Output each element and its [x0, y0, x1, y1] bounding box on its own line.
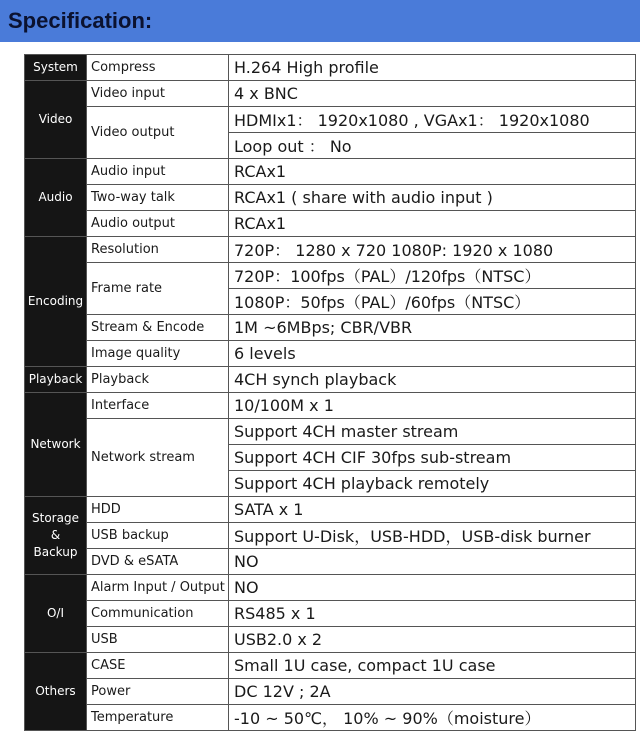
- spec-item: DVD & eSATA: [87, 549, 229, 575]
- spec-value: 10/100M x 1: [229, 393, 636, 419]
- group-oi: O/I: [25, 575, 87, 653]
- group-playback: Playback: [25, 367, 87, 393]
- spec-item: USB: [87, 627, 229, 653]
- header-bar: [0, 0, 640, 42]
- table-row: [25, 211, 636, 237]
- spec-value: DC 12V ; 2A: [229, 679, 636, 705]
- spec-item: Video output: [87, 107, 229, 159]
- spec-value: USB2.0 x 2: [229, 627, 636, 653]
- spec-item: Temperature: [87, 705, 229, 731]
- spec-item: Frame rate: [87, 263, 229, 315]
- group-others: Others: [25, 653, 87, 731]
- spec-value: SATA x 1: [229, 497, 636, 523]
- spec-value: Support 4CH master stream: [229, 419, 636, 445]
- table-row: [25, 55, 636, 81]
- spec-item: Interface: [87, 393, 229, 419]
- group-storage: Storage & Backup: [25, 497, 87, 575]
- spec-value: Support 4CH playback remotely: [229, 471, 636, 497]
- table-row: [25, 653, 636, 679]
- group-encoding: Encoding: [25, 237, 87, 367]
- table-row: [25, 341, 636, 367]
- spec-item: Power: [87, 679, 229, 705]
- table-row: [25, 523, 636, 549]
- spec-item: Resolution: [87, 237, 229, 263]
- spec-item: Alarm Input / Output: [87, 575, 229, 601]
- spec-value: NO: [229, 549, 636, 575]
- group-video: Video: [25, 81, 87, 159]
- spec-item: Playback: [87, 367, 229, 393]
- table-row: [25, 575, 636, 601]
- table-row: [25, 601, 636, 627]
- spec-item: Network stream: [87, 419, 229, 497]
- spec-item: CASE: [87, 653, 229, 679]
- spec-value: 6 levels: [229, 341, 636, 367]
- spec-item: Audio input: [87, 159, 229, 185]
- table-row: [25, 419, 636, 445]
- spec-value: Support U-Disk，USB-HDD，USB-disk burner: [229, 523, 636, 549]
- spec-item: Communication: [87, 601, 229, 627]
- spec-table: [24, 54, 636, 731]
- spec-item: Audio output: [87, 211, 229, 237]
- table-row: [25, 263, 636, 289]
- table-row: [25, 315, 636, 341]
- table-row: [25, 549, 636, 575]
- spec-value: -10 ~ 50℃， 10% ~ 90%（moisture）: [229, 705, 636, 731]
- spec-item: Image quality: [87, 341, 229, 367]
- table-row: [25, 159, 636, 185]
- spec-item: USB backup: [87, 523, 229, 549]
- table-row: [25, 81, 636, 107]
- table-row: [25, 627, 636, 653]
- spec-item: HDD: [87, 497, 229, 523]
- table-row: [25, 237, 636, 263]
- table-row: [25, 497, 636, 523]
- spec-value: 4CH synch playback: [229, 367, 636, 393]
- spec-value: 1M ~6MBps; CBR/VBR: [229, 315, 636, 341]
- table-row: [25, 185, 636, 211]
- group-audio: Audio: [25, 159, 87, 237]
- spec-value: RS485 x 1: [229, 601, 636, 627]
- spec-value: RCAx1: [229, 211, 636, 237]
- page-title: Specification:: [8, 8, 153, 33]
- table-row: [25, 679, 636, 705]
- spec-value: HDMIx1： 1920x1080 , VGAx1： 1920x1080: [229, 107, 636, 133]
- group-network: Network: [25, 393, 87, 497]
- spec-value: RCAx1 ( share with audio input ): [229, 185, 636, 211]
- group-system: System: [25, 55, 87, 81]
- table-row: [25, 705, 636, 731]
- table-row: [25, 367, 636, 393]
- spec-item: Video input: [87, 81, 229, 107]
- spec-value: Support 4CH CIF 30fps sub-stream: [229, 445, 636, 471]
- spec-item: Two-way talk: [87, 185, 229, 211]
- spec-value: Small 1U case, compact 1U case: [229, 653, 636, 679]
- spec-value: Loop out ： No: [229, 133, 636, 159]
- table-row: [25, 107, 636, 133]
- spec-value: 4 x BNC: [229, 81, 636, 107]
- spec-value: 720P： 1280 x 720 1080P: 1920 x 1080: [229, 237, 636, 263]
- spec-item: Stream & Encode: [87, 315, 229, 341]
- spec-value: 720P：100fps（PAL）/120fps（NTSC）: [229, 263, 636, 289]
- table-row: [25, 393, 636, 419]
- spec-item: Compress: [87, 55, 229, 81]
- spec-value: NO: [229, 575, 636, 601]
- spec-value: RCAx1: [229, 159, 636, 185]
- spec-value: H.264 High profile: [229, 55, 636, 81]
- spec-value: 1080P：50fps（PAL）/60fps（NTSC）: [229, 289, 636, 315]
